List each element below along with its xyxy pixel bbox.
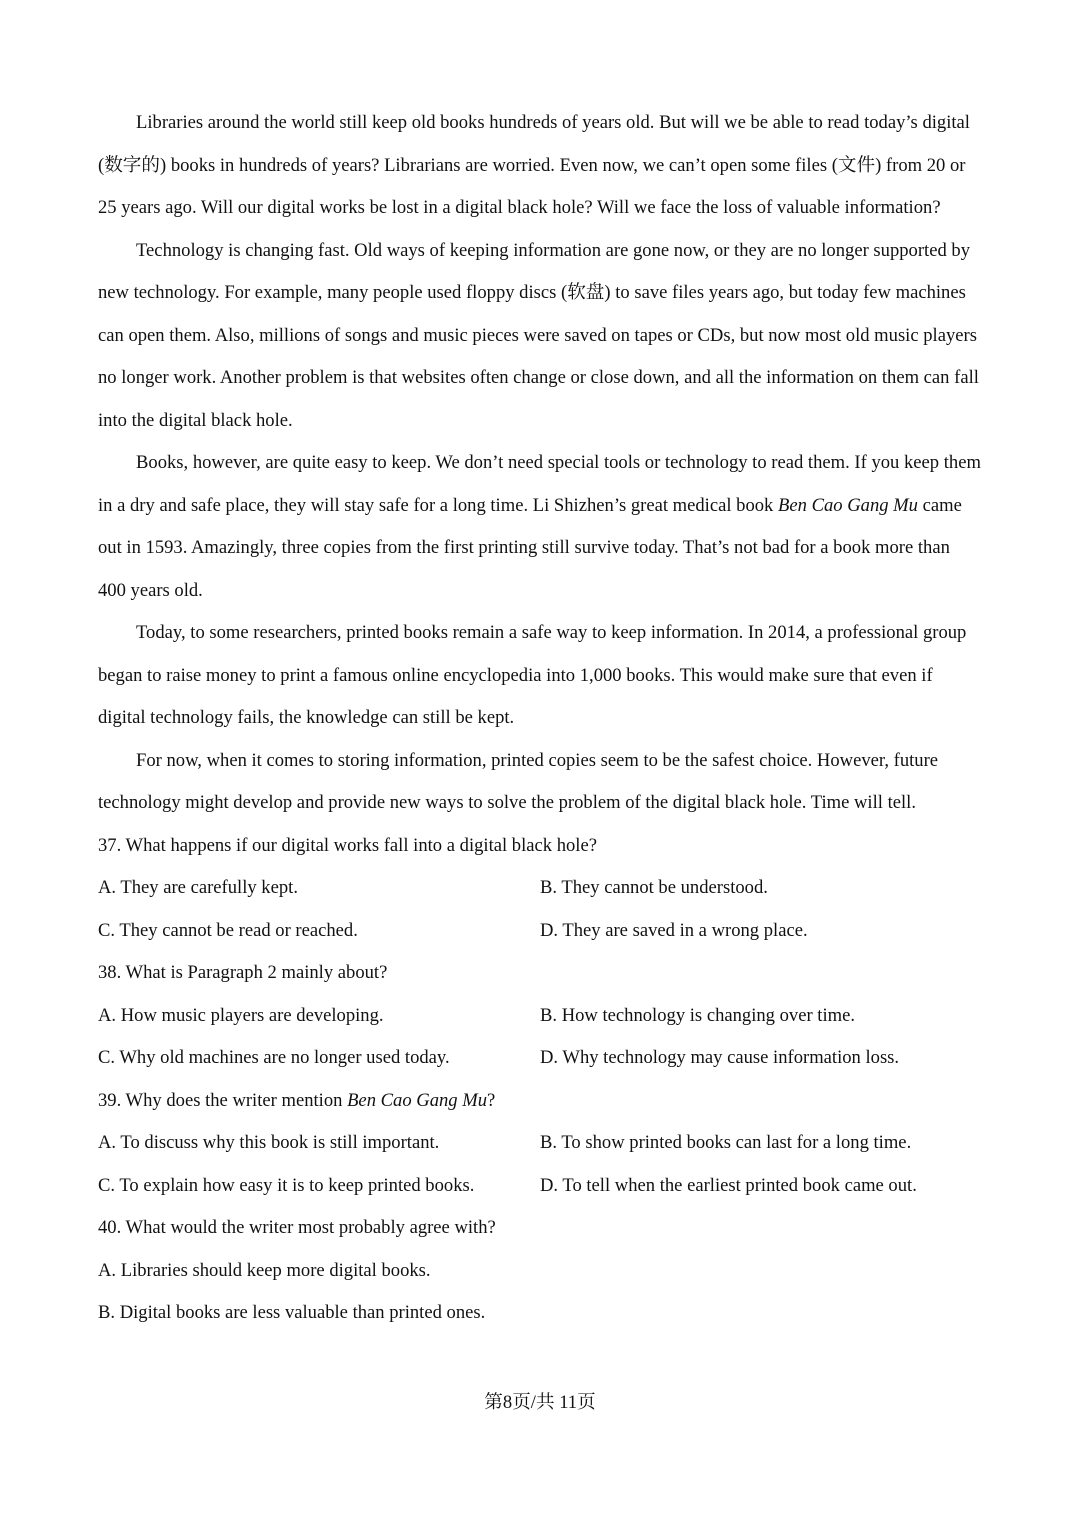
reading-passage (98, 102, 982, 825)
option-b: B. How technology is changing over time. (540, 1004, 856, 1026)
stem-text-after: ? (487, 1089, 496, 1111)
option-b: B. They cannot be understood. (540, 877, 768, 898)
book-title: Ben Cao Gang Mu (347, 1089, 488, 1111)
page-number-footer: 第8页/共 11页 (484, 1392, 596, 1413)
paragraph-3-text-after: came out in 1593. Amazingly, three copies from the first printing still survive today. That’s not bad for a book more than 400 years old. (98, 494, 962, 601)
options-row (98, 910, 982, 953)
option-c: C. To explain how easy it is to keep printed books. (98, 1174, 475, 1196)
passage-paragraph-1: Libraries around the world still keep old books hundreds of years old. But will we be able to read today’s digital (数字的) books in hundreds of years? Librarians are worried. Even now, we can’t open some files (文件) from 20 or 25 years ago. Will our digital works be lost in a digital black hole? Will we face the loss of valuable information? (98, 112, 970, 218)
passage-paragraph-4: Today, to some researchers, printed books remain a safe way to keep information. In 2014, a professional group began to raise money to print a famous online encyclopedia into 1,000 books. This would make sure that even if digital technology fails, the knowledge can still be kept. (98, 622, 967, 728)
document-page (98, 102, 982, 1335)
option-d: D. To tell when the earliest printed book came out. (540, 1174, 917, 1196)
question-39 (98, 1080, 982, 1208)
question-38 (98, 952, 982, 1080)
book-title: Ben Cao Gang Mu (778, 494, 918, 516)
question-stem: 37. What happens if our digital works fall into a digital black hole? (98, 834, 597, 856)
stem-text-before: 39. Why does the writer mention (98, 1089, 348, 1111)
passage-paragraph-5: For now, when it comes to storing information, printed copies seem to be the safest choice. However, future technology might develop and provide new ways to solve the problem of the digital black hole. Time will tell. (98, 749, 939, 813)
option-c: C. Why old machines are no longer used today. (98, 1047, 450, 1068)
option-b: B. To show printed books can last for a long time. (540, 1132, 912, 1153)
option-d: D. Why technology may cause information loss. (540, 1047, 900, 1068)
options-row (98, 1165, 982, 1208)
options-row (98, 867, 982, 910)
question-40 (98, 1207, 982, 1335)
question-37 (98, 825, 982, 953)
paragraph-3-text-before: Books, however, are quite easy to keep. We don’t need special tools or technology to read them. If you keep them in a dry and safe place, they will stay safe for a long time. Li Shizhen’s great medical book (98, 452, 981, 516)
passage-paragraph-2: Technology is changing fast. Old ways of keeping information are gone now, or they are no longer supported by new technology. For example, many people used floppy discs (软盘) to save files years ago, but today few machines can open them. Also, millions of songs and music pieces were saved on tapes or CDs, but now most old music players no longer work. Another problem is that websites often change or close down, and all the information on them can fall into the digital black hole. (98, 239, 979, 431)
option-a: A. Libraries should keep more digital books. (98, 1259, 431, 1281)
option-a: A. They are carefully kept. (98, 877, 298, 898)
options-row (98, 995, 982, 1038)
option-a: A. How music players are developing. (98, 1004, 384, 1026)
options-row (98, 1037, 982, 1080)
option-b: B. Digital books are less valuable than printed ones. (98, 1302, 486, 1323)
question-stem (98, 1080, 982, 1123)
passage-paragraph-3 (98, 442, 982, 612)
option-a: A. To discuss why this book is still important. (98, 1132, 440, 1153)
option-d: D. They are saved in a wrong place. (540, 919, 808, 941)
option-c: C. They cannot be read or reached. (98, 919, 358, 941)
options-row (98, 1122, 982, 1165)
question-stem: 40. What would the writer most probably agree with? (98, 1217, 496, 1238)
question-stem: 38. What is Paragraph 2 mainly about? (98, 962, 388, 983)
